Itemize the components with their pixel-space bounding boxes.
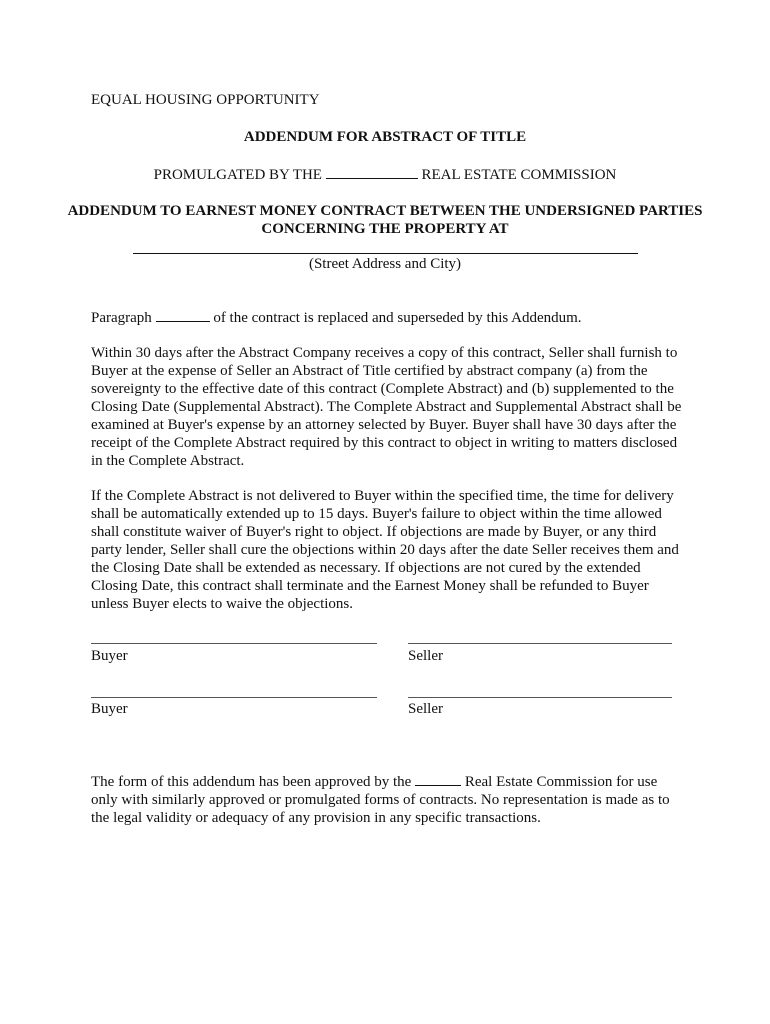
document-title: ADDENDUM FOR ABSTRACT OF TITLE [243, 129, 527, 145]
approval-suffix: Real Estate Commission for use only with similarly approved or promulgated forms of contracts. No representation is made as to the legal validity or adequacy of any provision in any specific transactions. [91, 774, 670, 826]
seller-signature-line-2[interactable] [408, 697, 672, 698]
commission-name-blank[interactable] [326, 165, 418, 179]
buyer-signature-line-1[interactable] [91, 643, 377, 644]
seller-label-1: Seller [408, 648, 443, 664]
buyer-label-2: Buyer [91, 701, 128, 717]
address-label: (Street Address and City) [308, 256, 462, 272]
paragraph-number-blank[interactable] [156, 308, 210, 322]
buyer-label-1: Buyer [91, 648, 128, 664]
buyer-signature-line-2[interactable] [91, 697, 377, 698]
seller-signature-line-1[interactable] [408, 643, 672, 644]
property-address-blank[interactable] [133, 253, 638, 254]
equal-housing-opportunity: EQUAL HOUSING OPPORTUNITY [91, 92, 320, 108]
seller-label-2: Seller [408, 701, 443, 717]
promulgated-line [0, 165, 770, 184]
promulgated-prefix: PROMULGATED BY THE [153, 167, 322, 183]
addendum-subtitle: ADDENDUM TO EARNEST MONEY CONTRACT BETWEEN THE UNDERSIGNED PARTIES CONCERNING THE PROPERTY AT [67, 203, 703, 237]
approving-commission-blank[interactable] [415, 772, 461, 786]
paragraph-replacement-line [91, 308, 683, 327]
paragraph-suffix: of the contract is replaced and superseded by this Addendum. [213, 310, 582, 326]
paragraph-prefix: Paragraph [91, 310, 152, 326]
promulgated-suffix: REAL ESTATE COMMISSION [421, 167, 617, 183]
objections-paragraph: If the Complete Abstract is not delivered to Buyer within the specified time, the time for delivery shall be automatically extended up to 15 days. Buyer's failure to object within the time allowed shall constitute waiver of Buyer's right to object. If objections are made by Buyer, or any third party lender, Seller shall cure the objections within 20 days after the date Seller receives them and the Closing Date shall be extended as necessary. If objections are not cured by the extended Closing Date, this contract shall terminate and the Earnest Money shall be refunded to Buyer unless Buyer elects to waive the objections. [91, 488, 679, 612]
approval-prefix: The form of this addendum has been approved by the [91, 774, 412, 790]
abstract-delivery-paragraph: Within 30 days after the Abstract Company receives a copy of this contract, Seller shall furnish to Buyer at the expense of Seller an Abstract of Title certified by abstract company (a) from the sovereignty to the effective date of this contract (Complete Abstract) and (b) supplemented to the Closing Date (Supplemental Abstract). The Complete Abstract and Supplemental Abstract shall be examined at Buyer's expense by an attorney selected by Buyer. Buyer shall have 30 days after the receipt of the Complete Abstract required by this contract to object in writing to matters disclosed in the Complete Abstract. [91, 345, 682, 469]
approval-notice-paragraph [91, 772, 683, 827]
